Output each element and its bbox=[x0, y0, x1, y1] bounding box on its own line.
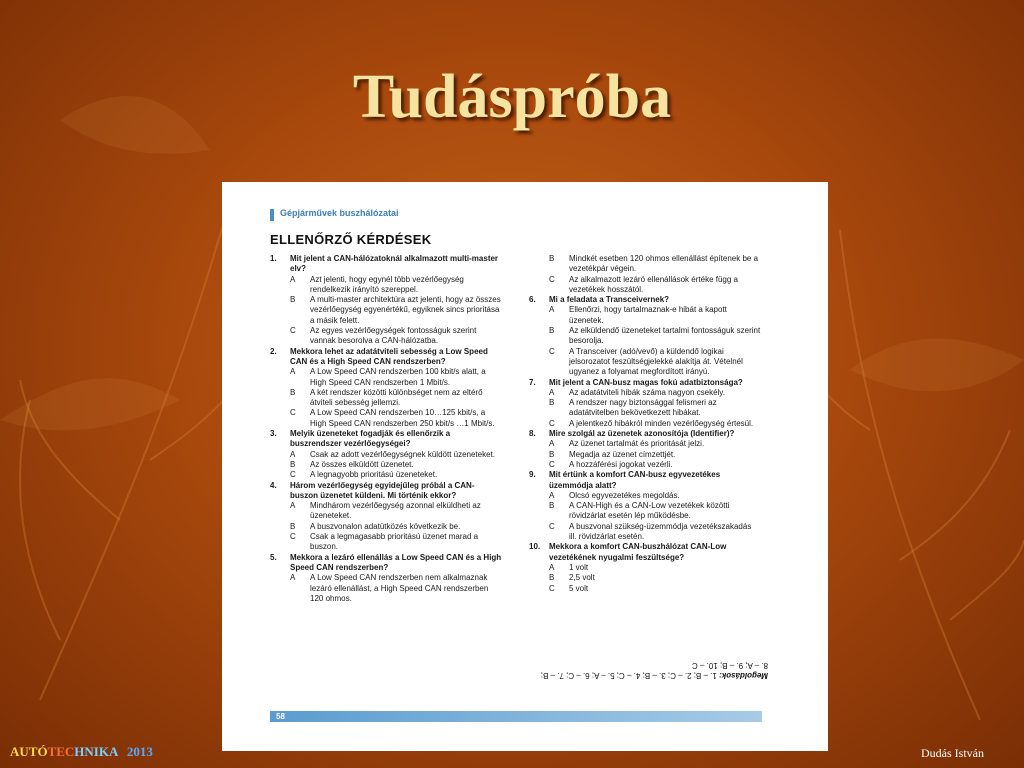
question-text: Három vezérlőegység egyidejűleg próbál a CAN-buszon üzenetet küldeni. Mi történik ekkor? bbox=[290, 480, 475, 500]
option-text: A CAN-High és a CAN-Low vezetékek közötti rövidzárlat esetén lép működésbe. bbox=[569, 501, 730, 521]
option-letter: A bbox=[290, 367, 296, 377]
option-letter: B bbox=[290, 387, 296, 397]
question-number: 2. bbox=[270, 346, 277, 356]
option-text: Az üzenet tartalmát és prioritását jelzi. bbox=[569, 439, 705, 449]
answer-option bbox=[529, 419, 761, 429]
answer-option bbox=[529, 439, 761, 449]
question-item bbox=[270, 553, 502, 574]
option-letter: B bbox=[290, 295, 296, 305]
question-text: Melyik üzeneteket fogadják és ellenőrzik a buszrendszer vezérlőegységei? bbox=[290, 429, 451, 449]
option-letter: A bbox=[549, 562, 555, 572]
question-item bbox=[270, 429, 502, 450]
option-letter: B bbox=[549, 254, 555, 263]
question-text: Mit jelent a CAN-busz magas fokú adatbiztonsága? bbox=[549, 377, 743, 387]
option-text: A hozzáférési jogokat vezérli. bbox=[569, 459, 673, 469]
question-number: 3. bbox=[270, 429, 277, 439]
answer-option bbox=[529, 522, 761, 543]
question-item bbox=[529, 295, 761, 305]
option-letter: C bbox=[549, 418, 555, 428]
answer-option bbox=[270, 573, 502, 604]
option-letter: A bbox=[549, 490, 555, 500]
option-text: A rendszer nagy biztonsággal felismeri az adatátvitelben bekövetkezett hibákat. bbox=[569, 398, 717, 418]
question-number: 6. bbox=[529, 295, 536, 305]
section-heading: ELLENŐRZŐ KÉRDÉSEK bbox=[270, 232, 432, 247]
slide-title: Tudáspróba bbox=[352, 63, 672, 131]
option-letter: A bbox=[290, 274, 296, 284]
question-number: 4. bbox=[270, 480, 277, 490]
option-letter: C bbox=[549, 583, 555, 593]
option-text: Az elküldendő üzeneteket tartalmi fontosságuk szerint besorolja. bbox=[569, 326, 761, 346]
question-text: Mit jelent a CAN-hálózatoknál alkalmazott multi-master elv? bbox=[290, 254, 499, 274]
option-text: Az összes elküldött üzenetet. bbox=[310, 459, 414, 469]
question-text: Mekkora lehet az adatátviteli sebesség a Low Speed CAN és a High Speed CAN rendszerben? bbox=[290, 346, 488, 366]
answer-option bbox=[529, 388, 761, 398]
question-number: 9. bbox=[529, 470, 536, 480]
answer-option bbox=[529, 501, 761, 522]
option-text: A Transceiver (adó/vevő) a küldendő logikai jelsorozatot feszültségjelekké alakítja át. Vételnél ugyanez a folyamat megfordított irányú. bbox=[569, 346, 743, 377]
option-letter: C bbox=[549, 346, 555, 356]
option-text: Ellenőrzi, hogy tartalmaznak-e hibát a kapott üzenetek. bbox=[569, 305, 727, 325]
question-item bbox=[270, 347, 502, 368]
right-column bbox=[529, 254, 761, 594]
option-letter: B bbox=[290, 459, 296, 469]
option-text: Csak az adott vezérlőegységnek küldött üzeneteket. bbox=[310, 449, 495, 459]
option-text: 1 volt bbox=[569, 562, 589, 572]
answer-option bbox=[270, 450, 502, 460]
option-text: A jelentkező hibákról minden vezérlőegység értesül. bbox=[569, 418, 754, 428]
question-number: 1. bbox=[270, 254, 277, 263]
answer-option bbox=[270, 470, 502, 480]
option-text: A Low Speed CAN rendszerben 100 kbit/s alatt, a High Speed CAN rendszerben 1 Mbit/s. bbox=[310, 367, 486, 387]
option-text: A Low Speed CAN rendszerben 10…125 kbit/s, a High Speed CAN rendszerben 250 kbit/s …1 Mbit/s. bbox=[310, 408, 495, 428]
option-text: Azt jelenti, hogy egynél több vezérlőegység rendelkezik irányító szereppel. bbox=[310, 274, 464, 294]
option-letter: A bbox=[549, 439, 555, 449]
answer-option bbox=[270, 408, 502, 429]
option-letter: A bbox=[290, 449, 296, 459]
option-text: Mindkét esetben 120 ohmos ellenállást építenek be a vezetékpár végein. bbox=[569, 254, 759, 274]
answer-option bbox=[529, 275, 761, 296]
answer-option bbox=[529, 254, 761, 275]
answer-option bbox=[270, 388, 502, 409]
page-header: Gépjárművek buszhálózatai bbox=[280, 208, 399, 218]
question-text: Mekkora a komfort CAN-buszhálózat CAN-Low vezetékének nyugalmi feszültsége? bbox=[549, 542, 727, 562]
option-letter: A bbox=[290, 573, 296, 583]
option-text: A buszvonalon adatütközés következik be. bbox=[310, 521, 461, 531]
page-number: 58 bbox=[276, 712, 285, 721]
option-letter: C bbox=[290, 408, 296, 418]
option-text: A legnagyobb prioritású üzeneteket. bbox=[310, 470, 438, 480]
footer-brand bbox=[10, 744, 153, 760]
answer-option bbox=[270, 275, 502, 296]
option-letter: A bbox=[549, 387, 555, 397]
option-letter: C bbox=[549, 459, 555, 469]
option-text: Az alkalmazott lezáró ellenállások értéke függ a vezetékek hosszától. bbox=[569, 274, 738, 294]
answer-option bbox=[529, 563, 761, 573]
answer-option bbox=[529, 584, 761, 594]
footer-author: Dudás István bbox=[921, 746, 984, 760]
option-text: A multi-master architektúra azt jelenti, hogy az összes vezérlőegység egyenértékű, egyiknek sincs prioritása a másik felett. bbox=[310, 295, 501, 325]
option-text: 5 volt bbox=[569, 583, 589, 593]
question-item bbox=[529, 378, 761, 388]
question-number: 10. bbox=[529, 542, 541, 552]
option-letter: C bbox=[290, 326, 296, 336]
answer-option bbox=[529, 450, 761, 460]
option-letter: B bbox=[549, 449, 555, 459]
brand-part-3: HNIKA bbox=[74, 744, 118, 759]
left-column bbox=[270, 254, 502, 604]
option-letter: C bbox=[290, 470, 296, 480]
question-item bbox=[529, 542, 761, 563]
answer-option bbox=[270, 367, 502, 388]
answer-option bbox=[529, 491, 761, 501]
answer-option bbox=[529, 347, 761, 378]
question-number: 8. bbox=[529, 429, 536, 439]
option-letter: B bbox=[549, 326, 555, 336]
brand-part-1: AUTÓ bbox=[10, 744, 48, 759]
question-number: 5. bbox=[270, 552, 277, 562]
option-letter: B bbox=[549, 398, 555, 408]
option-text: Az egyes vezérlőegységek fontosságuk szerint vannak besorolva a CAN-hálózatba. bbox=[310, 326, 477, 346]
answer-option bbox=[529, 326, 761, 347]
option-text: 2,5 volt bbox=[569, 573, 595, 583]
question-item bbox=[270, 481, 502, 502]
question-item bbox=[529, 470, 761, 491]
question-item bbox=[529, 429, 761, 439]
question-text: Mekkora a lezáró ellenállás a Low Speed CAN és a High Speed CAN rendszerben? bbox=[290, 552, 502, 572]
question-text: Mit értünk a komfort CAN-busz egyvezetékes üzemmódja alatt? bbox=[549, 470, 721, 490]
question-number: 7. bbox=[529, 377, 536, 387]
question-text: Mi a feladata a Transceivernek? bbox=[549, 295, 670, 305]
option-letter: A bbox=[290, 501, 296, 511]
option-text: Mindhárom vezérlőegység azonnal elküldheti az üzeneteket. bbox=[310, 501, 481, 521]
option-letter: C bbox=[549, 521, 555, 531]
option-letter: C bbox=[549, 274, 555, 284]
option-text: Olcsó egyvezetékes megoldás. bbox=[569, 490, 680, 500]
option-text: A buszvonal szükség-üzemmódja vezetékszakadás ill. rövidzárlat esetén. bbox=[569, 521, 752, 542]
answer-option bbox=[529, 573, 761, 583]
answer-option bbox=[270, 532, 502, 553]
option-letter: A bbox=[549, 305, 555, 315]
answer-option bbox=[270, 522, 502, 532]
footer-bar bbox=[270, 711, 762, 722]
option-letter: B bbox=[549, 501, 555, 511]
answer-option bbox=[529, 305, 761, 326]
header-accent-bar bbox=[270, 209, 274, 221]
answers-text: 1. – B; 2. – C; 3. – B; 4. – C; 5. – A; 6. – C; 7. – B; 8. – A; 9. – B; 10. – C bbox=[540, 661, 768, 680]
answer-option bbox=[529, 460, 761, 470]
answer-option bbox=[270, 460, 502, 470]
option-text: Megadja az üzenet címzettjét. bbox=[569, 449, 676, 459]
answer-option bbox=[270, 295, 502, 326]
answer-option bbox=[270, 326, 502, 347]
option-letter: C bbox=[290, 532, 296, 542]
answers-label: Megoldások: bbox=[719, 671, 768, 680]
question-item bbox=[270, 254, 502, 275]
option-letter: B bbox=[290, 521, 296, 531]
footer-year: 2013 bbox=[126, 744, 153, 759]
answer-key-upside-down bbox=[532, 660, 768, 680]
question-text: Mire szolgál az üzenetek azonosítója (Identifier)? bbox=[549, 429, 735, 439]
option-text: A két rendszer közötti különbséget nem az eltérő átviteli sebesség jellemzi. bbox=[310, 387, 483, 408]
option-letter: B bbox=[549, 573, 555, 583]
option-text: Csak a legmagasabb prioritású üzenet marad a buszon. bbox=[310, 532, 479, 552]
answer-option bbox=[529, 398, 761, 419]
scanned-page bbox=[222, 182, 828, 751]
option-text: A Low Speed CAN rendszerben nem alkalmaznak lezáró ellenállást, a High Speed CAN rendszerben 120 ohmos. bbox=[310, 573, 489, 603]
option-text: Az adatátviteli hibák száma nagyon csekély. bbox=[569, 387, 725, 397]
brand-part-2: TEC bbox=[47, 744, 75, 759]
answer-option bbox=[270, 501, 502, 522]
